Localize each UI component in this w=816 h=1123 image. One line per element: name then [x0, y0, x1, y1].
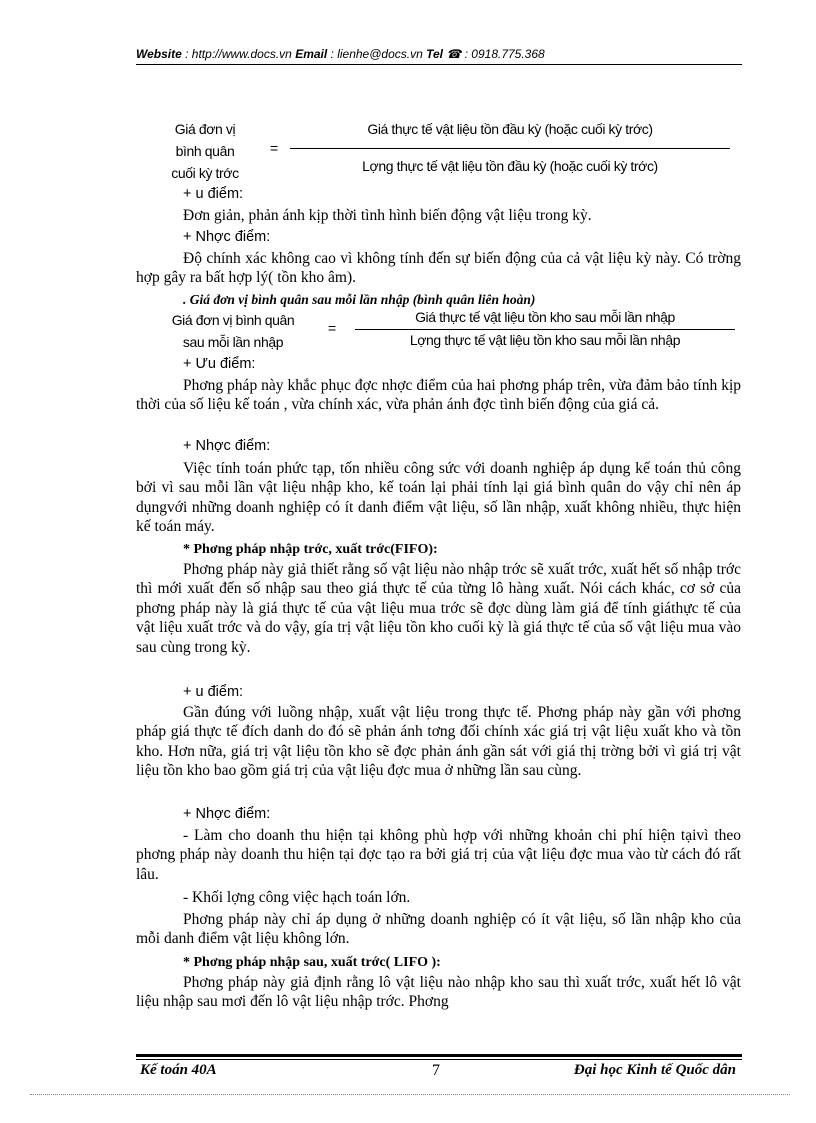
footer-class-label: Kế toán 40A — [140, 1062, 217, 1078]
header-rule — [136, 64, 742, 65]
paragraph-disadvantage-2: Việc tính toán phức tạp, tốn nhiều công sức với doanh nghiệp áp dụng kế toán thủ công bởi vì sau mỗi lần vật liệu nhập kho, kế toán lại phải tính lại giá bình quân do vậy chỉ nên áp dụngvới những doanh nghiệp có ít danh điểm vật liệu, số lần nhập, xuất không nhiều, thực hiện kế toán máy. — [136, 460, 741, 536]
formula1-lhs-line: Giá đơn vị — [174, 121, 236, 137]
disadvantage-label-2: + Nhợc điểm: — [183, 438, 271, 454]
email-link[interactable]: : lienhe@docs.vn — [327, 47, 427, 61]
formula1-numerator: Giá thực tế vật liệu tồn đầu kỳ (hoặc cuối kỳ trớc) — [367, 121, 653, 137]
disadvantage-label-1: + Nhợc điểm: — [183, 229, 271, 245]
website-label: Website — [136, 47, 182, 61]
paragraph-fifo: Phơng pháp này giả thiết rằng số vật liệu nào nhập trớc sẽ xuất trớc, xuất hết số nhập trớc thì mới xuất đến số nhập sau theo giá thực tế của từng lô hàng xuất. Nói cách khác, cơ sở của phơng pháp này là giá thực tế của vật liệu mua trớc sẽ đợc dùng làm giá để tính giáthực tế của vật liệu xuất trớc và do vậy, gía trị vật liệu tồn kho cuối kỳ là giá thực tế của số vật liệu mua vào sau cùng trong kỳ. — [136, 561, 741, 656]
page-number: 7 — [432, 1062, 440, 1079]
formula1-equals: = — [270, 140, 278, 156]
tel-label: Tel — [426, 47, 444, 61]
formula2-lhs-line: Giá đơn vị bình quân — [171, 312, 295, 328]
formula2-equals: = — [328, 320, 336, 336]
tel-value: ☎ : 0918.775.368 — [443, 47, 545, 61]
advantage-label-2: + Ưu điểm: — [183, 356, 256, 372]
paragraph-lifo: Phơng pháp này giả định rằng lô vật liệu nào nhập kho sau thì xuất trớc, xuất hết lô vật liệu nhập sau mơi đến lô vật liệu nhập trớc. Phơng — [136, 974, 741, 1011]
formula2-denominator: Lợng thực tế vật liệu tồn kho sau mỗi lần nhập — [409, 332, 681, 348]
paragraph-disadvantage-3b: - Khối lợng công việc hạch toán lớn. — [183, 889, 411, 906]
formula1-fraction-bar — [290, 148, 730, 149]
email-label: Email — [295, 47, 328, 61]
page-header — [136, 47, 741, 61]
disadvantage-label-3: + Nhợc điểm: — [183, 806, 271, 822]
formula2-numerator: Giá thực tế vật liệu tồn kho sau mỗi lần nhập — [415, 309, 675, 325]
paragraph-advantage-1: Đơn giản, phản ánh kịp thời tình hình biến động vật liệu trong kỳ. — [183, 207, 592, 224]
website-link[interactable]: : http://www.docs.vn — [181, 47, 296, 61]
heading-moving-average: . Giá đơn vị bình quân sau mỗi lần nhập (bình quân liên hoàn) — [183, 292, 536, 307]
paragraph-disadvantage-3a: - Làm cho doanh thu hiện tại không phù hợp với những khoản chi phí hiện tạivì theo phơng pháp này doanh thu hiện tại đợc tạo ra bởi giá trị của vật liệu đợc mua vào từ cách đó rất lâu. — [136, 827, 741, 883]
formula1-lhs-line: bình quân — [175, 143, 235, 159]
advantage-label-3: + u điểm: — [183, 684, 244, 700]
advantage-label-1: + u điểm: — [183, 186, 244, 202]
formula2-lhs-line: sau mỗi lần nhập — [182, 334, 284, 350]
footer-rule-thick — [136, 1054, 742, 1057]
page-bottom-dotted-line — [30, 1094, 790, 1096]
footer-rule-thin — [136, 1059, 742, 1060]
paragraph-disadvantage-1: Độ chính xác không cao vì không tính đến sự biến động của cả vật liệu kỳ này. Có trờng hợp gây ra bất hợp lý( tồn kho âm). — [136, 250, 741, 287]
footer-university-label: Đại học Kinh tế Quốc dân — [573, 1062, 736, 1078]
paragraph-advantage-3: Gần đúng với luồng nhập, xuất vật liệu trong thực tế. Phơng pháp này gần với phơng pháp giá thực tế đích danh do đó sẽ phản ánh tơng đối chính xác giá trị vật liệu xuất kho và tồn kho. Hơn nữa, giá trị vật liệu tồn kho sẽ đợc phản ánh gần sát với giá thị trờng bởi vì giá trị vật liệu tồn kho bao gồm giá trị của vật liệu đợc mua ở những lần sau cùng. — [136, 704, 741, 780]
paragraph-advantage-2: Phơng pháp này khắc phục đợc nhợc điểm của hai phơng pháp trên, vừa đảm bảo tính kịp thời của số liệu kế toán , vừa chính xác, vừa phản ánh đợc tình biến động của giá cả. — [136, 377, 741, 414]
formula1-lhs — [150, 118, 260, 184]
paragraph-disadvantage-3c: Phơng pháp này chỉ áp dụng ở những doanh nghiệp có ít vật liệu, số lần nhập kho của mỗi danh điểm vật liệu không lớn. — [136, 911, 741, 948]
formula2-lhs — [148, 309, 318, 353]
formula1-denominator: Lợng thực tế vật liệu tồn đầu kỳ (hoặc cuối kỳ trớc) — [362, 158, 658, 174]
formula2-fraction-bar — [355, 329, 735, 330]
formula1-lhs-line: cuối kỳ trớc — [171, 165, 239, 181]
heading-fifo: * Phơng pháp nhập trớc, xuất trớc(FIFO): — [183, 542, 438, 557]
heading-lifo: * Phơng pháp nhập sau, xuất trớc( LIFO ): — [183, 955, 441, 970]
